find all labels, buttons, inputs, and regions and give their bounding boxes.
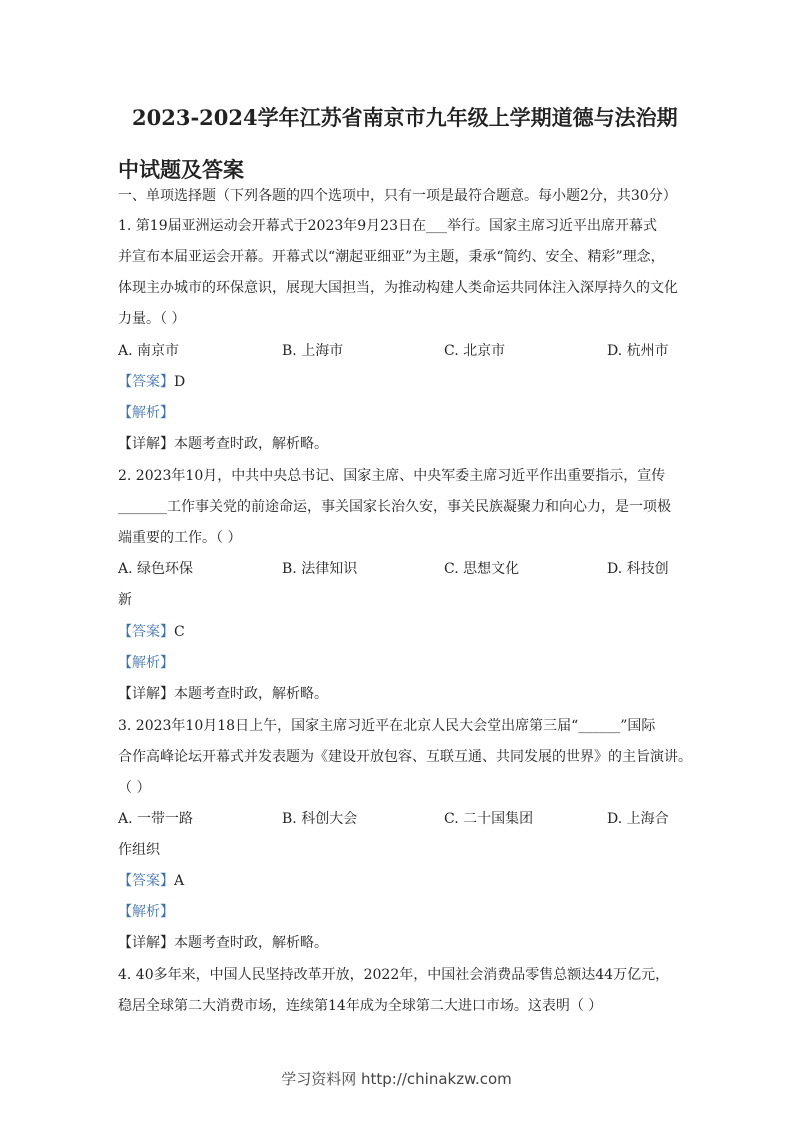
q3-analysis-label: 【解析】: [118, 904, 174, 920]
q2-option-wrap: 新: [118, 592, 132, 608]
section-heading: 一、单项选择题（下列各题的四个选项中，只有一项是最符合题意。每小题2分，共30分）: [118, 188, 677, 204]
detail-text: 本题考查时政，解析略。: [174, 686, 328, 702]
q3-detail: [118, 933, 688, 953]
q1-line: 体现主办城市的环保意识，展现大国担当，为推动构建人类命运共同体注入深厚持久的文化: [118, 280, 678, 296]
answer-value: C: [174, 624, 185, 640]
q2-option-d: D. 科技创: [607, 561, 669, 577]
answer-label: 【答案】: [118, 624, 174, 640]
q1-line: 力量。（ ）: [118, 311, 186, 327]
answer-label: 【答案】: [118, 873, 174, 889]
q3-option-wrap: 作组织: [118, 842, 160, 858]
q1-detail: [118, 434, 688, 454]
detail-text: 本题考查时政，解析略。: [174, 436, 328, 452]
answer-value: D: [174, 374, 186, 390]
q2-answer: [118, 622, 688, 642]
q2-option-c: C. 思想文化: [444, 561, 520, 577]
q2-line: 端重要的工作。（ ）: [118, 530, 242, 546]
doc-title-line1: 2023-2024学年江苏省南京市九年级上学期道德与法治期: [132, 105, 678, 130]
detail-text: 本题考查时政，解析略。: [174, 935, 328, 951]
q1-option-c: C. 北京市: [444, 343, 506, 359]
q3-line: 合作高峰论坛开幕式并发表题为《建设开放包容、互联互通、共同发展的世界》的主旨演讲。: [118, 749, 692, 765]
q1-line: 1. 第19届亚洲运动会开幕式于2023年9月23日在___举行。国家主席习近平出席开幕式: [118, 218, 657, 234]
q2-option-b: B. 法律知识: [282, 561, 358, 577]
q4-line: 稳居全球第二大消费市场，连续第14年成为全球第二大进口市场。这表明（ ）: [118, 998, 603, 1014]
q3-line: （ ）: [118, 780, 151, 796]
q1-line: 并宣布本届亚运会开幕。开幕式以“潮起亚细亚”为主题，秉承“简约、安全、精彩”理念，: [118, 249, 665, 265]
detail-label: 【详解】: [118, 436, 174, 452]
q1-answer: [118, 372, 688, 392]
q2-line: 2. 2023年10月，中共中央总书记、国家主席、中央军委主席习近平作出重要指示，宣传: [118, 468, 666, 484]
footer-watermark: 学习资料网 http://chinakzw.com: [281, 1070, 512, 1088]
doc-title-line2: 中试题及答案: [118, 157, 244, 182]
q3-option-a: A. 一带一路: [118, 811, 194, 827]
detail-label: 【详解】: [118, 935, 174, 951]
q3-option-c: C. 二十国集团: [444, 811, 534, 827]
q3-option-d: D. 上海合: [607, 811, 669, 827]
detail-label: 【详解】: [118, 686, 174, 702]
answer-label: 【答案】: [118, 374, 174, 390]
q3-line: 3. 2023年10月18日上午，国家主席习近平在北京人民大会堂出席第三届“______”国际: [118, 718, 656, 734]
q1-option-a: A. 南京市: [118, 343, 180, 359]
q2-option-a: A. 绿色环保: [118, 561, 194, 577]
q1-option-d: D. 杭州市: [607, 343, 669, 359]
q3-option-b: B. 科创大会: [282, 811, 358, 827]
q4-line: 4. 40多年来，中国人民坚持改革开放，2022年，中国社会消费品零售总额达44万亿元，: [118, 967, 670, 983]
q2-detail: [118, 684, 688, 704]
q2-analysis-label: 【解析】: [118, 655, 174, 671]
q1-option-b: B. 上海市: [282, 343, 344, 359]
q1-analysis-label: 【解析】: [118, 405, 174, 421]
answer-value: A: [174, 873, 185, 889]
q2-line: _______工作事关党的前途命运，事关国家长治久安，事关民族凝聚力和向心力，是一项极: [118, 499, 671, 515]
q3-answer: [118, 871, 688, 891]
